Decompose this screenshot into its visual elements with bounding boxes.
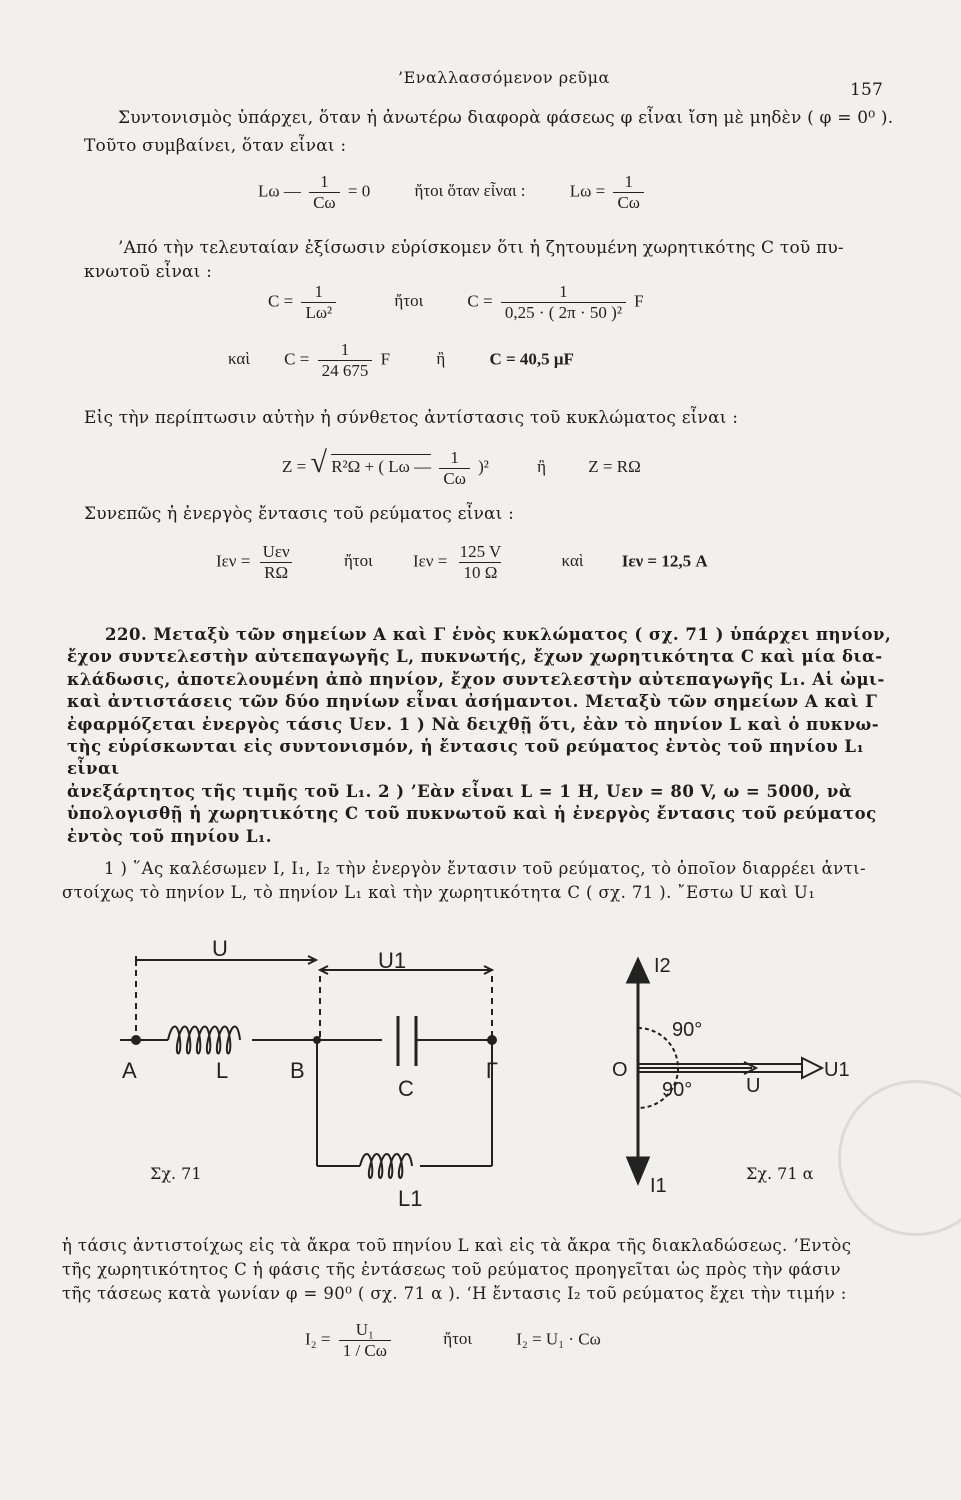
label-90-top: 90° xyxy=(672,1019,703,1041)
eq2-lhs2: C = xyxy=(467,291,493,311)
eq1-den2: Cω xyxy=(613,192,644,213)
equation-resonance xyxy=(258,172,648,213)
solution-line-1: 1 ) ῞Ας καλέσωμεν I, I₁, I₂ τὴν ἐνεργὸν ἔντασιν τοῦ ρεύματος, τὸ ὁποῖον διαρρέει ἀντι- xyxy=(104,859,866,878)
phasor-i2 xyxy=(628,960,648,1068)
label-c: C xyxy=(398,1076,414,1101)
eq6-num: U₁ xyxy=(355,1320,374,1339)
text2-line-2: κνωτοῦ εἶναι : xyxy=(84,262,213,282)
eq5-den: RΩ xyxy=(260,562,292,583)
text2-line-1: ’Από τὴν τελευταίαν ἐξίσωσιν εὑρίσκομεν ὅτι ἡ ζητουμένη χωρητικότης C τοῦ πυ- xyxy=(118,238,844,258)
eq5-fraction xyxy=(259,542,294,583)
eq5-den2: 10 Ω xyxy=(459,562,501,583)
eq6-mid: ἤτοι xyxy=(443,1329,472,1349)
eq3-den: 24 675 xyxy=(318,360,373,381)
label-u1: U1 xyxy=(378,948,407,973)
eq2-unit: F xyxy=(634,291,644,311)
eq3-unit: F xyxy=(380,349,391,369)
eq3-fraction xyxy=(318,340,373,381)
solution-line-2: στοίχως τὸ πηνίον L, τὸ πηνίον L₁ καὶ τὴν χωρητικότητα C ( σχ. 71 ). ῎Εστω U καὶ U₁ xyxy=(62,883,816,903)
problem-line-2: ἔχον συντελεστὴν αὐτεπαγωγῆς L, πυκνωτής, ἔχων χωρητικότητα C καὶ μία δια- xyxy=(67,647,883,667)
problem-line-8: ὑπολογισθῇ ἡ χωρητικότης C τοῦ πυκνωτοῦ καὶ ἡ ἐνεργὸς ἔντασις τοῦ ρεύματος xyxy=(67,804,877,824)
eq2-fraction-2 xyxy=(501,282,626,323)
figure-71-caption: Σχ. 71 xyxy=(150,1164,202,1183)
problem-line-3: κλάδωσις, ἀποτελουμένη ἀπὸ πηνίον, ἔχον συντελεστὴν αὐτεπαγωγῆς L₁. Αἱ ὠμι- xyxy=(67,669,885,689)
eq6-fraction xyxy=(339,1320,391,1361)
problem-line-4: καὶ ἀντιστάσεις τῶν δύο πηνίων εἶναι ἀσήμαντοι. Μεταξὺ τῶν σημείων Α καὶ Γ xyxy=(67,692,878,712)
eq5-num2: 125 V xyxy=(459,542,502,561)
intro-line-2: Τοῦτο συμβαίνει, ὅταν εἶναι : xyxy=(84,136,347,156)
eq3-result: C = 40,5 μF xyxy=(489,349,574,369)
eq1-rhs: = 0 xyxy=(347,181,371,201)
eq4-fraction xyxy=(439,448,470,489)
eq5-lhs: Iεν = xyxy=(216,551,251,571)
label-u: U xyxy=(212,936,228,961)
label-90-bottom: 90° xyxy=(662,1079,693,1101)
equation-i2 xyxy=(305,1320,601,1361)
sqrt-icon: √ xyxy=(310,446,327,479)
eq4-close: )² xyxy=(478,457,489,476)
eq3-eta: ἢ xyxy=(436,349,446,369)
eq6-lhs: I₂ = xyxy=(305,1329,331,1349)
label-a: A xyxy=(122,1058,137,1083)
eq1-mid: ἤτοι ὅταν εἶναι : xyxy=(414,181,526,201)
label-b: B xyxy=(290,1058,305,1083)
label-u1-phasor: U1 xyxy=(824,1059,850,1081)
voltage-u-arrow xyxy=(136,956,316,1038)
eq2-den2: 0,25 · ( 2π · 50 )² xyxy=(501,302,626,323)
text4: Συνεπῶς ἡ ἐνεργὸς ἔντασις τοῦ ρεύματος εἶναι : xyxy=(84,504,515,524)
eq5-num: Uεν xyxy=(262,542,290,561)
label-o: O xyxy=(612,1059,628,1081)
eq4-eta: ἢ xyxy=(537,457,547,476)
eq5-lhs2: Iεν = xyxy=(412,551,448,571)
eq4-den: Cω xyxy=(439,468,470,489)
eq3-num: 1 xyxy=(340,340,350,359)
bottom-line-1: ἡ τάσις ἀντιστοίχως εἰς τὰ ἄκρα τοῦ πηνίου L καὶ εἰς τὰ ἄκρα τῆς διακλαδώσεως. ’Εντὸς xyxy=(62,1236,852,1255)
bottom-line-2: τῆς χωρητικότητος C ἡ φάσις τῆς ἐντάσεως τοῦ ρεύματος προηγεῖται ὡς πρὸς τὴν φάσιν xyxy=(62,1260,841,1279)
eq5-mid: ἤτοι xyxy=(343,551,373,571)
equation-capacitance xyxy=(268,282,644,323)
problem-line-6: τὴς εὑρίσκωνται εἰς συντονισμόν, ἡ ἔντασις τοῦ ρεύματος ἐντὸς τοῦ πηνίου L₁ εἶναι xyxy=(67,737,865,779)
eq5-result: Iεν = 12,5 A xyxy=(621,551,708,571)
eq4-inner: R²Ω + ( Lω — xyxy=(331,454,431,476)
equation-current xyxy=(216,542,708,583)
eq2-fraction xyxy=(301,282,336,323)
eq6-rhs: I₂ = U₁ · Cω xyxy=(516,1329,601,1349)
eq2-den: Lω² xyxy=(301,302,336,323)
label-i2: I2 xyxy=(654,955,671,977)
eq6-den: 1 / Cω xyxy=(339,1340,391,1361)
equation-capacitance-value xyxy=(228,340,574,381)
equation-impedance xyxy=(282,446,641,489)
eq1-num: 1 xyxy=(320,172,329,191)
eq3-kai: καὶ xyxy=(228,349,250,369)
eq1-fraction xyxy=(309,172,340,213)
bottom-line-3: τῆς τάσεως κατὰ γωνίαν φ = 90⁰ ( σχ. 71 α ). ‘Η ἔντασις I₂ τοῦ ρεύματος ἔχει τὴν τιμήν : xyxy=(62,1284,847,1303)
eq1-fraction-2 xyxy=(613,172,644,213)
problem-line-7: ἀνεξάρτητος τῆς τιμῆς τοῦ L₁. 2 ) ’Εὰν εἶναι L = 1 H, Uεν = 80 V, ω = 5000, νὰ xyxy=(67,781,853,801)
eq1-lhs2: Lω = xyxy=(569,181,606,201)
page-number: 157 xyxy=(850,80,884,100)
problem-line-5: ἐφαρμόζεται ἐνεργὸς τάσις Uεν. 1 ) Νὰ δειχθῇ ὅτι, ἐὰν τὸ πηνίον L καὶ ὁ πυκνω- xyxy=(67,714,880,734)
eq1-lhs: Lω — xyxy=(258,181,301,201)
eq5-kai: καὶ xyxy=(561,551,584,571)
label-i1: I1 xyxy=(650,1175,667,1197)
eq3-lhs: C = xyxy=(284,349,310,369)
intro-line-1: Συντονισμὸς ὑπάρχει, ὅταν ἡ ἀνωτέρω διαφορὰ φάσεως φ εἶναι ἴση μὲ μηδὲν ( φ = 0⁰ ). xyxy=(118,108,894,128)
bottom-text xyxy=(62,1234,906,1306)
eq2-lhs: C = xyxy=(268,291,294,311)
eq2-mid: ἤτοι xyxy=(394,291,424,311)
problem-220 xyxy=(67,624,906,848)
solution-text xyxy=(62,858,906,905)
capacitor-symbol xyxy=(382,1012,422,1072)
phasor-i1 xyxy=(628,1068,648,1182)
running-title: ’Εναλλασσόμενον ρεῦμα xyxy=(398,68,610,87)
eq2-num: 1 xyxy=(314,282,324,301)
figure-71a-caption: Σχ. 71 α xyxy=(746,1164,814,1183)
text3: Εἰς τὴν περίπτωσιν αὐτὴν ἡ σύνθετος ἀντίστασις τοῦ κυκλώματος εἶναι : xyxy=(84,408,739,428)
eq4-rhs: Z = RΩ xyxy=(588,457,641,476)
eq4-lhs: Z = xyxy=(282,457,307,476)
eq1-num2: 1 xyxy=(624,172,633,191)
phasor-diagram xyxy=(610,950,850,1200)
label-u-phasor: U xyxy=(746,1075,761,1097)
eq4-num: 1 xyxy=(450,447,459,467)
label-l: L xyxy=(216,1058,229,1083)
problem-line-9: ἐντὸς τοῦ πηνίου L₁. xyxy=(67,826,272,846)
library-stamp xyxy=(838,1080,961,1236)
eq5-fraction-2 xyxy=(456,542,506,583)
eq1-den: Cω xyxy=(309,192,340,213)
eq2-num2: 1 xyxy=(559,282,568,301)
problem-line-1: 220. Μεταξὺ τῶν σημείων Α καὶ Γ ἑνὸς κυκλώματος ( σχ. 71 ) ὑπάρχει πηνίον, xyxy=(105,625,892,644)
label-gamma: Γ xyxy=(485,1058,498,1083)
label-l1: L1 xyxy=(398,1186,423,1210)
main-wire xyxy=(120,1027,398,1054)
